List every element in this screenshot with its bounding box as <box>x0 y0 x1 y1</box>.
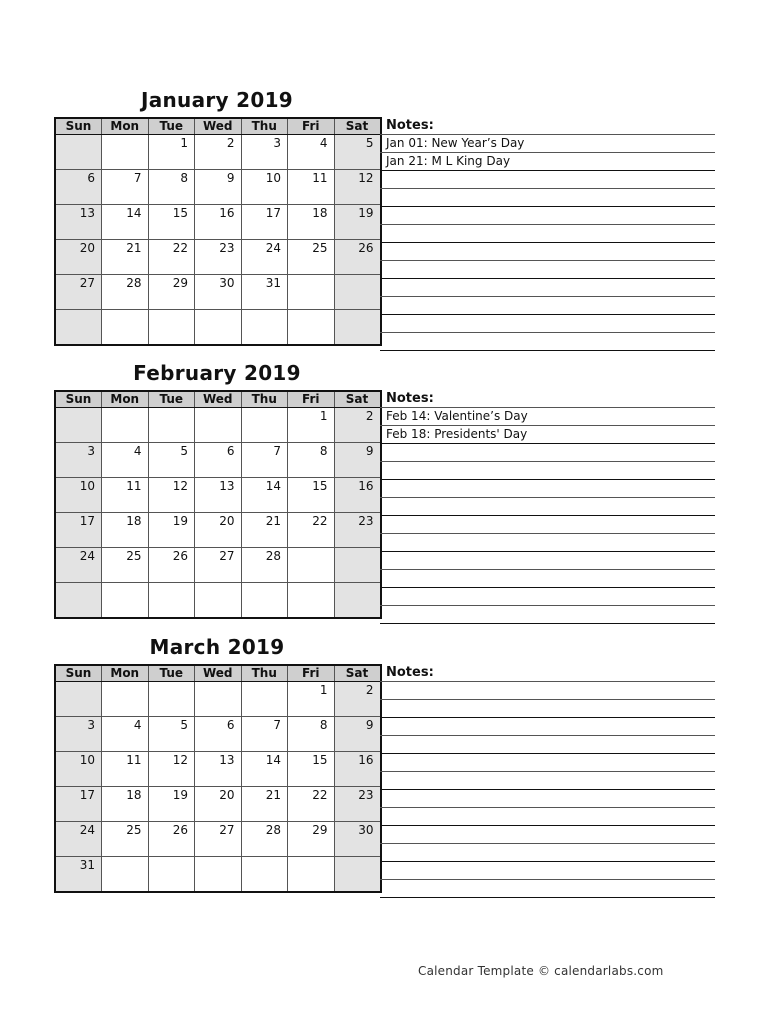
day-cell: 10 <box>55 752 102 787</box>
calendar-grid <box>54 390 382 619</box>
day-cell: 27 <box>195 822 242 857</box>
day-cell: 19 <box>148 787 195 822</box>
notes-panel <box>380 117 715 351</box>
note-line <box>380 826 715 844</box>
day-cell: 10 <box>55 478 102 513</box>
day-cell <box>195 310 242 346</box>
day-cell: 27 <box>55 275 102 310</box>
day-cell: 3 <box>55 717 102 752</box>
day-cell <box>102 682 149 717</box>
day-cell: 21 <box>241 513 288 548</box>
day-cell: 9 <box>334 443 381 478</box>
week-row <box>55 240 381 275</box>
note-line <box>380 333 715 351</box>
day-cell <box>241 857 288 893</box>
day-cell <box>288 857 335 893</box>
weekday-header-wed: Wed <box>195 391 242 408</box>
weekday-header-mon: Mon <box>102 665 149 682</box>
day-cell <box>334 548 381 583</box>
day-cell: 6 <box>55 170 102 205</box>
week-row <box>55 583 381 619</box>
day-cell: 17 <box>55 787 102 822</box>
day-cell: 31 <box>241 275 288 310</box>
day-cell: 11 <box>102 478 149 513</box>
day-cell <box>288 583 335 619</box>
notes-heading: Notes: <box>380 117 715 135</box>
note-line <box>380 297 715 315</box>
day-cell: 15 <box>288 752 335 787</box>
week-row <box>55 443 381 478</box>
day-cell <box>288 275 335 310</box>
day-cell <box>241 408 288 443</box>
note-line <box>380 498 715 516</box>
note-line: Feb 18: Presidents' Day <box>380 426 715 444</box>
day-cell: 8 <box>288 443 335 478</box>
weekday-header-mon: Mon <box>102 391 149 408</box>
week-row <box>55 478 381 513</box>
day-cell <box>55 135 102 170</box>
day-cell: 9 <box>334 717 381 752</box>
note-line <box>380 570 715 588</box>
note-line <box>380 862 715 880</box>
day-cell <box>195 408 242 443</box>
day-cell: 4 <box>102 717 149 752</box>
day-cell: 8 <box>288 717 335 752</box>
note-line <box>380 700 715 718</box>
week-row <box>55 205 381 240</box>
week-row <box>55 752 381 787</box>
day-cell <box>195 682 242 717</box>
weekday-header-fri: Fri <box>288 391 335 408</box>
day-cell: 5 <box>148 443 195 478</box>
day-cell: 1 <box>288 408 335 443</box>
weekday-header-wed: Wed <box>195 118 242 135</box>
week-row <box>55 408 381 443</box>
day-cell: 2 <box>334 682 381 717</box>
day-cell: 18 <box>288 205 335 240</box>
day-cell: 28 <box>241 822 288 857</box>
day-cell: 30 <box>195 275 242 310</box>
calendar-grid <box>54 117 382 346</box>
day-cell: 25 <box>288 240 335 275</box>
day-cell: 4 <box>288 135 335 170</box>
day-cell: 24 <box>55 822 102 857</box>
day-cell: 2 <box>334 408 381 443</box>
note-line <box>380 588 715 606</box>
day-cell: 20 <box>55 240 102 275</box>
weekday-header-mon: Mon <box>102 118 149 135</box>
week-row <box>55 717 381 752</box>
day-cell: 15 <box>148 205 195 240</box>
note-line <box>380 808 715 826</box>
day-cell: 11 <box>288 170 335 205</box>
note-line <box>380 243 715 261</box>
note-line: Feb 14: Valentine’s Day <box>380 408 715 426</box>
note-line <box>380 552 715 570</box>
day-cell: 19 <box>148 513 195 548</box>
day-cell: 7 <box>241 443 288 478</box>
day-cell: 6 <box>195 443 242 478</box>
note-line <box>380 790 715 808</box>
day-cell: 13 <box>195 478 242 513</box>
day-cell: 3 <box>55 443 102 478</box>
weekday-header-tue: Tue <box>148 391 195 408</box>
day-cell: 17 <box>241 205 288 240</box>
weekday-header-sun: Sun <box>55 391 102 408</box>
day-cell: 16 <box>334 478 381 513</box>
day-cell: 15 <box>288 478 335 513</box>
notes-heading: Notes: <box>380 390 715 408</box>
day-cell: 30 <box>334 822 381 857</box>
day-cell: 20 <box>195 513 242 548</box>
note-line <box>380 279 715 297</box>
note-line <box>380 207 715 225</box>
day-cell <box>102 408 149 443</box>
day-cell: 22 <box>148 240 195 275</box>
day-cell <box>288 548 335 583</box>
note-line <box>380 225 715 243</box>
note-line <box>380 718 715 736</box>
day-cell <box>148 310 195 346</box>
notes-heading: Notes: <box>380 664 715 682</box>
weekday-header-fri: Fri <box>288 118 335 135</box>
day-cell <box>334 275 381 310</box>
weekday-header-sun: Sun <box>55 118 102 135</box>
day-cell <box>334 310 381 346</box>
day-cell: 31 <box>55 857 102 893</box>
day-cell: 26 <box>334 240 381 275</box>
day-cell <box>102 310 149 346</box>
day-cell: 7 <box>241 717 288 752</box>
day-cell: 13 <box>55 205 102 240</box>
day-cell: 21 <box>102 240 149 275</box>
day-cell: 12 <box>148 752 195 787</box>
day-cell <box>102 583 149 619</box>
day-cell <box>102 857 149 893</box>
day-cell <box>55 583 102 619</box>
week-row <box>55 275 381 310</box>
day-cell: 9 <box>195 170 242 205</box>
note-line <box>380 315 715 333</box>
day-cell: 4 <box>102 443 149 478</box>
day-cell: 13 <box>195 752 242 787</box>
calendar-grid <box>54 664 382 893</box>
day-cell: 6 <box>195 717 242 752</box>
week-row <box>55 513 381 548</box>
day-cell <box>148 682 195 717</box>
weekday-header-sat: Sat <box>334 391 381 408</box>
day-cell: 27 <box>195 548 242 583</box>
day-cell <box>148 583 195 619</box>
note-line <box>380 516 715 534</box>
weekday-header-wed: Wed <box>195 665 242 682</box>
day-cell: 16 <box>334 752 381 787</box>
note-line <box>380 189 715 207</box>
weekday-header-thu: Thu <box>241 665 288 682</box>
day-cell <box>148 408 195 443</box>
week-row <box>55 548 381 583</box>
day-cell: 11 <box>102 752 149 787</box>
weekday-header-fri: Fri <box>288 665 335 682</box>
day-cell: 25 <box>102 548 149 583</box>
day-cell <box>334 857 381 893</box>
day-cell <box>55 408 102 443</box>
week-row <box>55 310 381 346</box>
note-line <box>380 880 715 898</box>
day-cell: 17 <box>55 513 102 548</box>
note-line <box>380 462 715 480</box>
day-cell: 23 <box>195 240 242 275</box>
weekday-header-tue: Tue <box>148 665 195 682</box>
day-cell: 8 <box>148 170 195 205</box>
day-cell: 5 <box>334 135 381 170</box>
weekday-header-sat: Sat <box>334 665 381 682</box>
weekday-header-tue: Tue <box>148 118 195 135</box>
day-cell: 10 <box>241 170 288 205</box>
day-cell <box>195 857 242 893</box>
note-line: Jan 21: M L King Day <box>380 153 715 171</box>
day-cell: 12 <box>148 478 195 513</box>
note-line <box>380 606 715 624</box>
weekday-header-sun: Sun <box>55 665 102 682</box>
day-cell: 23 <box>334 513 381 548</box>
day-cell: 28 <box>102 275 149 310</box>
day-cell: 18 <box>102 513 149 548</box>
day-cell <box>241 583 288 619</box>
month-title: January 2019 <box>140 88 294 112</box>
day-cell: 20 <box>195 787 242 822</box>
day-cell: 26 <box>148 822 195 857</box>
day-cell <box>148 857 195 893</box>
day-cell: 3 <box>241 135 288 170</box>
day-cell: 1 <box>288 682 335 717</box>
note-line <box>380 682 715 700</box>
note-line <box>380 772 715 790</box>
day-cell <box>195 583 242 619</box>
note-line <box>380 171 715 189</box>
day-cell: 21 <box>241 787 288 822</box>
note-line <box>380 754 715 772</box>
day-cell <box>55 682 102 717</box>
note-line <box>380 844 715 862</box>
day-cell: 28 <box>241 548 288 583</box>
notes-panel <box>380 664 715 898</box>
day-cell: 22 <box>288 513 335 548</box>
day-cell: 29 <box>288 822 335 857</box>
note-line: Jan 01: New Year’s Day <box>380 135 715 153</box>
day-cell: 22 <box>288 787 335 822</box>
note-line <box>380 534 715 552</box>
day-cell: 18 <box>102 787 149 822</box>
day-cell: 2 <box>195 135 242 170</box>
day-cell: 14 <box>241 752 288 787</box>
note-line <box>380 444 715 462</box>
day-cell <box>102 135 149 170</box>
day-cell: 5 <box>148 717 195 752</box>
weekday-header-thu: Thu <box>241 391 288 408</box>
day-cell: 12 <box>334 170 381 205</box>
day-cell: 23 <box>334 787 381 822</box>
weekday-header-sat: Sat <box>334 118 381 135</box>
day-cell: 24 <box>55 548 102 583</box>
notes-panel <box>380 390 715 624</box>
day-cell <box>334 583 381 619</box>
note-line <box>380 480 715 498</box>
month-title: February 2019 <box>133 361 301 385</box>
day-cell: 25 <box>102 822 149 857</box>
day-cell <box>288 310 335 346</box>
day-cell: 19 <box>334 205 381 240</box>
month-title: March 2019 <box>149 635 285 659</box>
week-row <box>55 135 381 170</box>
week-row <box>55 822 381 857</box>
week-row <box>55 857 381 893</box>
week-row <box>55 170 381 205</box>
day-cell: 1 <box>148 135 195 170</box>
note-line <box>380 736 715 754</box>
weekday-header-thu: Thu <box>241 118 288 135</box>
day-cell: 29 <box>148 275 195 310</box>
day-cell: 14 <box>102 205 149 240</box>
day-cell <box>241 682 288 717</box>
day-cell: 26 <box>148 548 195 583</box>
day-cell: 7 <box>102 170 149 205</box>
day-cell: 14 <box>241 478 288 513</box>
week-row <box>55 787 381 822</box>
day-cell <box>241 310 288 346</box>
footer-credit: Calendar Template © calendarlabs.com <box>418 964 664 978</box>
note-line <box>380 261 715 279</box>
day-cell <box>55 310 102 346</box>
week-row <box>55 682 381 717</box>
day-cell: 16 <box>195 205 242 240</box>
day-cell: 24 <box>241 240 288 275</box>
